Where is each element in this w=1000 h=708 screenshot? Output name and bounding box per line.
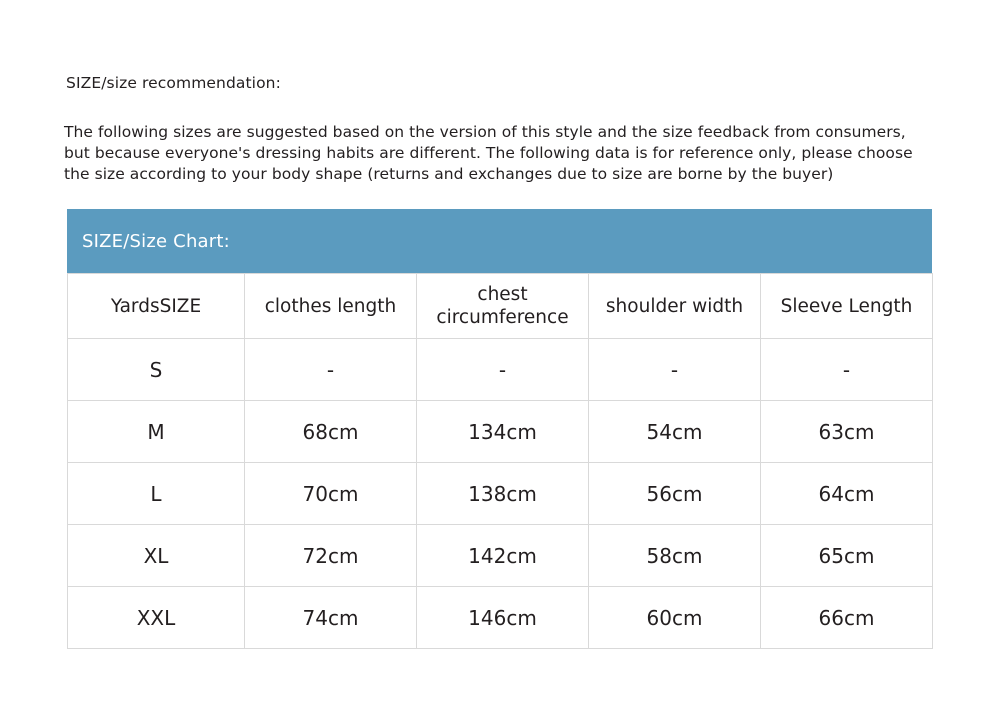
cell-chest-circumference: 138cm [417,463,589,525]
cell-chest-circumference: 142cm [417,525,589,587]
column-header-yards-size [68,274,245,339]
row-size-label: L [68,463,245,525]
table-row [68,463,933,525]
intro-title: SIZE/size recommendation: [66,74,281,92]
cell-chest-circumference: 146cm [417,587,589,649]
cell-chest-circumference: - [417,339,589,401]
cell-shoulder-width: - [589,339,761,401]
column-header-shoulder-width-label: shoulder width [605,295,744,317]
row-size-label: XXL [68,587,245,649]
cell-clothes-length: 74cm [245,587,417,649]
intro-paragraph [64,122,944,185]
size-chart-title: SIZE/Size Chart: [82,230,230,252]
cell-shoulder-width: 56cm [589,463,761,525]
cell-shoulder-width: 58cm [589,525,761,587]
cell-clothes-length: 70cm [245,463,417,525]
column-header-chest-circumference [417,274,589,339]
cell-shoulder-width: 54cm [589,401,761,463]
intro-line-2: but because everyone's dressing habits are different. The following data is for reference only, please choose [64,144,913,162]
cell-sleeve-length: 65cm [761,525,933,587]
column-header-sleeve-length-label: Sleeve Length [780,295,913,317]
column-header-clothes-length-label: clothes length [264,295,397,317]
row-size-label: M [68,401,245,463]
size-chart-header [67,209,932,273]
table-row [68,587,933,649]
row-size-label: S [68,339,245,401]
column-header-yards-size-label: YardsSIZE [110,295,202,317]
cell-chest-circumference: 134cm [417,401,589,463]
cell-sleeve-length: 66cm [761,587,933,649]
cell-sleeve-length: 64cm [761,463,933,525]
column-header-shoulder-width [589,274,761,339]
row-size-label: XL [68,525,245,587]
column-header-clothes-length [245,274,417,339]
cell-shoulder-width: 60cm [589,587,761,649]
size-chart-table [67,273,933,649]
column-header-sleeve-length [761,274,933,339]
intro-line-1: The following sizes are suggested based on the version of this style and the size feedback from consumers, [64,123,906,141]
size-chart [67,209,932,649]
intro-line-3: the size according to your body shape (returns and exchanges due to size are borne by the buyer) [64,165,834,183]
table-row [68,525,933,587]
column-header-chest-circumference-label: chest circumference [436,284,569,328]
cell-sleeve-length: - [761,339,933,401]
table-row [68,401,933,463]
table-row [68,339,933,401]
table-header-row [68,274,933,339]
cell-sleeve-length: 63cm [761,401,933,463]
cell-clothes-length: 72cm [245,525,417,587]
cell-clothes-length: - [245,339,417,401]
cell-clothes-length: 68cm [245,401,417,463]
